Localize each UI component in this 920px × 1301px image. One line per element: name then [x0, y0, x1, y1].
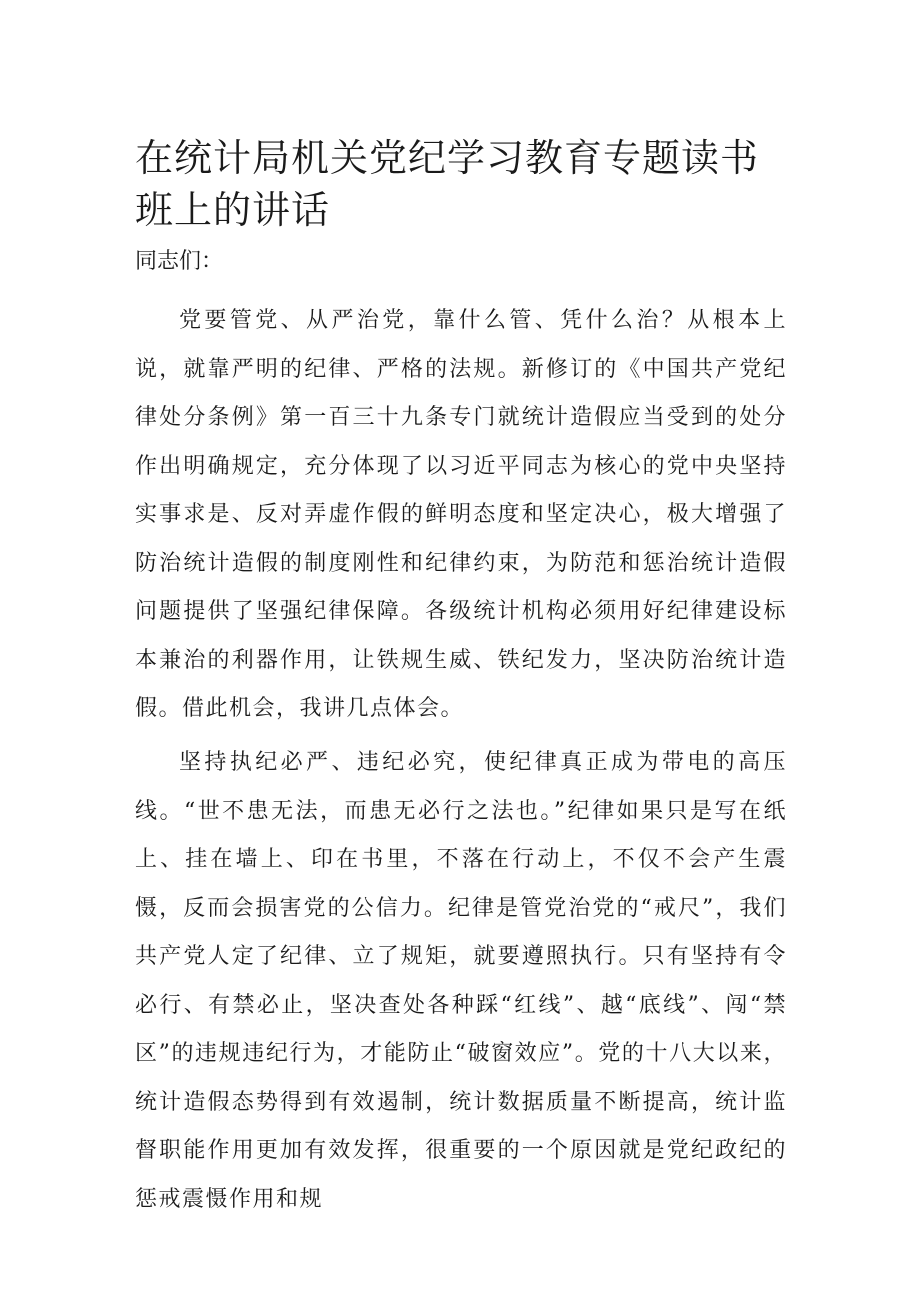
body-paragraph-2: 坚持执纪必严、违纪必究，使纪律真正成为带电的高压线。“世不患无法，而患无必行之法也。”纪律如果只是写在纸上、挂在墙上、印在书里，不落在行动上，不仅不会产生震慑，反而会损害党的公信力。纪律是管党治党的“戒尺”，我们共产党人定了纪律、立了规矩，就要遵照执行。只有坚持有令必行、有禁必止，坚决查处各种踩“红线”、越“底线”、闯“禁区”的违规违纪行为，才能防止“破窗效应”。党的十八大以来，统计造假态势得到有效遏制，统计数据质量不断提高，统计监督职能作用更加有效发挥，很重要的一个原因就是党纪政纪的惩戒震慑作用和规	[135, 750, 787, 1212]
salutation: 同志们：	[135, 249, 224, 274]
body-paragraph-1: 党要管党、从严治党，靠什么管、凭什么治？从根本上说，就靠严明的纪律、严格的法规。新修订的《中国共产党纪律处分条例》第一百三十九条专门就统计造假应当受到的处分作出明确规定，充分体现了以习近平同志为核心的党中央坚持实事求是、反对弄虚作假的鲜明态度和坚定决心，极大增强了防治统计造假的制度刚性和纪律约束，为防范和惩治统计造假问题提供了坚强纪律保障。各级统计机构必须用好纪律建设标本兼治的利器作用，让铁规生威、铁纪发力，坚决防治统计造假。借此机会，我讲几点体会。	[135, 308, 787, 721]
document-title: 在统计局机关党纪学习教育专题读书班上的讲话	[135, 136, 760, 232]
